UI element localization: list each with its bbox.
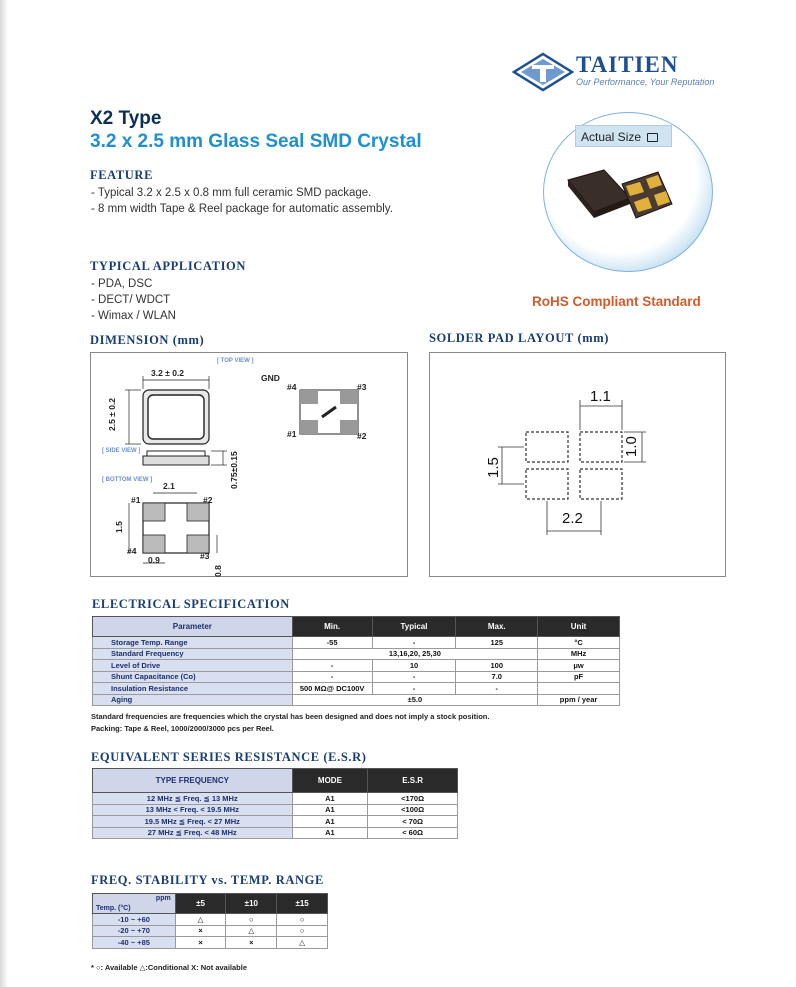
col-5ppm: ±5: [175, 894, 226, 914]
table-row: [93, 914, 328, 926]
esr-table: [92, 768, 458, 839]
bottom-pin-4: #4: [127, 546, 137, 556]
min-cell: 500 MΩ@ DC100V: [292, 683, 372, 695]
bottom-pin-2: #2: [203, 495, 213, 505]
col-mode: MODE: [292, 769, 368, 793]
rohs-statement: RoHS Compliant Standard: [532, 294, 701, 309]
col-type-frequency: TYPE FREQUENCY: [93, 769, 293, 793]
col-unit: Unit: [538, 617, 620, 637]
table-row: [93, 660, 620, 672]
electrical-note-2: Packing: Tape & Reel, 1000/2000/3000 pcs per Reel.: [91, 724, 274, 733]
pad-height-dim: 1.0: [623, 436, 640, 457]
stability-cell: △: [277, 937, 328, 949]
max-cell: 100: [456, 660, 538, 672]
range-cell: -40 ~ +85: [93, 937, 176, 949]
max-cell: 125: [456, 637, 538, 649]
esr-cell: < 70Ω: [368, 816, 458, 828]
brand-name: TAITIEN: [576, 52, 679, 77]
electrical-heading: ELECTRICAL SPECIFICATION: [92, 597, 290, 611]
actual-size-text: Actual Size: [581, 130, 642, 144]
dimension-heading: DIMENSION (mm): [90, 333, 205, 347]
col-max: Max.: [456, 617, 538, 637]
brand-tagline: Our Performance, Your Reputation: [576, 77, 715, 87]
freq-cell: 19.5 MHz ≦ Freq. < 27 MHz: [93, 816, 293, 828]
application-item: - Wimax / WLAN: [91, 310, 176, 322]
min-cell: -55: [292, 637, 372, 649]
col-15ppm: ±15: [277, 894, 328, 914]
col-esr: E.S.R: [368, 769, 458, 793]
corner-cell: [93, 894, 176, 914]
pin-2-label: #2: [357, 431, 367, 441]
pad-pitch-dim: 2.1: [163, 481, 175, 491]
product-title: 3.2 x 2.5 mm Glass Seal SMD Crystal: [90, 131, 422, 152]
mode-cell: A1: [292, 793, 368, 805]
col-min: Min.: [292, 617, 372, 637]
table-row: [93, 648, 620, 660]
pad-width-dim: 1.1: [590, 388, 611, 405]
top-view-label: [ TOP VIEW ]: [217, 358, 254, 364]
corner-temp: Temp. (°C): [96, 905, 131, 912]
feature-item: - 8 mm width Tape & Reel package for automatic assembly.: [91, 203, 393, 215]
square-icon: [647, 133, 658, 142]
table-header-row: [93, 894, 328, 914]
table-row: [93, 827, 458, 839]
stability-cell: ○: [277, 925, 328, 937]
electrical-spec-table: [92, 616, 620, 706]
table-header-row: [93, 769, 458, 793]
table-row: [93, 804, 458, 816]
param-cell: Aging: [93, 694, 293, 706]
stability-heading: FREQ. STABILITY vs. TEMP. RANGE: [91, 873, 324, 887]
bottom-view-label: [ BOTTOM VIEW ]: [102, 477, 153, 483]
table-row: [93, 816, 458, 828]
pin-3-label: #3: [357, 382, 367, 392]
merged-cell: ±5.0: [292, 694, 537, 706]
table-row: [93, 694, 620, 706]
param-cell: Standard Frequency: [93, 648, 293, 660]
application-item: - PDA, DSC: [91, 278, 153, 290]
merged-cell: 13,16,20, 25,30: [292, 648, 537, 660]
mode-cell: A1: [292, 816, 368, 828]
pitch-horizontal-dim: 2.2: [562, 510, 583, 527]
table-header-row: [93, 617, 620, 637]
side-view-label: [ SIDE VIEW ]: [102, 448, 141, 454]
table-row: [93, 683, 620, 695]
solder-pad-svg: [430, 353, 727, 578]
col-parameter: Parameter: [93, 617, 293, 637]
min-cell: -: [292, 660, 372, 672]
esr-cell: <100Ω: [368, 804, 458, 816]
typ-cell: -: [372, 637, 456, 649]
stability-cell: ○: [277, 914, 328, 926]
pad-gap-dim: 0.8: [213, 565, 223, 577]
col-10ppm: ±10: [226, 894, 277, 914]
product-type: X2 Type: [90, 108, 162, 129]
electrical-note-1: Standard frequencies are frequencies which the crystal has been designed and does not imply a stock position.: [91, 712, 490, 721]
unit-cell: pF: [538, 671, 620, 683]
stability-table: [92, 893, 328, 949]
esr-cell: < 60Ω: [368, 827, 458, 839]
table-row: [93, 937, 328, 949]
pin-4-label: #4: [287, 382, 297, 392]
feature-item: - Typical 3.2 x 2.5 x 0.8 mm full ceramic SMD package.: [91, 187, 372, 199]
table-row: [93, 671, 620, 683]
stability-cell: ×: [175, 925, 226, 937]
unit-cell: [538, 683, 620, 695]
stability-cell: △: [175, 914, 226, 926]
param-cell: Storage Temp. Range: [93, 637, 293, 649]
page-edge-shadow: [0, 0, 8, 987]
freq-cell: 27 MHz ≦ Freq. < 48 MHz: [93, 827, 293, 839]
col-typical: Typical: [372, 617, 456, 637]
freq-cell: 12 MHz ≦ Freq. ≦ 13 MHz: [93, 793, 293, 805]
esr-cell: <170Ω: [368, 793, 458, 805]
typ-cell: -: [372, 683, 456, 695]
stability-cell: ×: [175, 937, 226, 949]
dimension-drawing: [90, 352, 408, 577]
crystal-photo: [560, 160, 680, 230]
bottom-pin-3: #3: [200, 551, 210, 561]
min-cell: -: [292, 671, 372, 683]
table-row: [93, 925, 328, 937]
unit-cell: °C: [538, 637, 620, 649]
application-heading: TYPICAL APPLICATION: [90, 259, 246, 273]
unit-cell: MHz: [538, 648, 620, 660]
actual-size-label: [575, 125, 672, 147]
thickness-dim: 0.75±0.15: [229, 451, 239, 489]
stability-legend: * ○: Available △:Conditional X: Not available: [91, 963, 248, 972]
application-list: [91, 276, 176, 324]
pitch-vertical-dim: 1.5: [485, 457, 502, 478]
mode-cell: A1: [292, 827, 368, 839]
stability-cell: △: [226, 925, 277, 937]
feature-heading: FEATURE: [90, 168, 154, 182]
stability-cell: ○: [226, 914, 277, 926]
width-dim: 3.2 ± 0.2: [151, 368, 185, 378]
range-cell: -20 ~ +70: [93, 925, 176, 937]
typ-cell: 10: [372, 660, 456, 672]
pad-w-dim: 0.9: [148, 555, 160, 565]
param-cell: Level of Drive: [93, 660, 293, 672]
param-cell: Shunt Capacitance (Co): [93, 671, 293, 683]
stability-cell: ×: [226, 937, 277, 949]
taitien-diamond-icon: [512, 52, 574, 92]
max-cell: 7.0: [456, 671, 538, 683]
pad-h-dim: 1.5: [114, 521, 124, 533]
gnd-label: GND: [261, 373, 280, 383]
range-cell: -10 ~ +60: [93, 914, 176, 926]
corner-ppm: ppm: [155, 895, 171, 902]
table-row: [93, 637, 620, 649]
application-item: - DECT/ WDCT: [91, 294, 171, 306]
taitien-logo: [512, 52, 722, 92]
param-cell: Insulation Resistance: [93, 683, 293, 695]
pin-1-label: #1: [287, 429, 297, 439]
solder-heading: SOLDER PAD LAYOUT (mm): [429, 331, 609, 345]
unit-cell: ppm / year: [538, 694, 620, 706]
solder-pad-drawing: [429, 352, 726, 577]
typ-cell: -: [372, 671, 456, 683]
height-dim: 2.5 ± 0.2: [107, 397, 117, 431]
freq-cell: 13 MHz < Freq. < 19.5 MHz: [93, 804, 293, 816]
esr-heading: EQUIVALENT SERIES RESISTANCE (E.S.R): [91, 750, 367, 764]
mode-cell: A1: [292, 804, 368, 816]
feature-list: [91, 185, 393, 217]
table-row: [93, 793, 458, 805]
unit-cell: μw: [538, 660, 620, 672]
bottom-pin-1: #1: [131, 495, 141, 505]
max-cell: -: [456, 683, 538, 695]
